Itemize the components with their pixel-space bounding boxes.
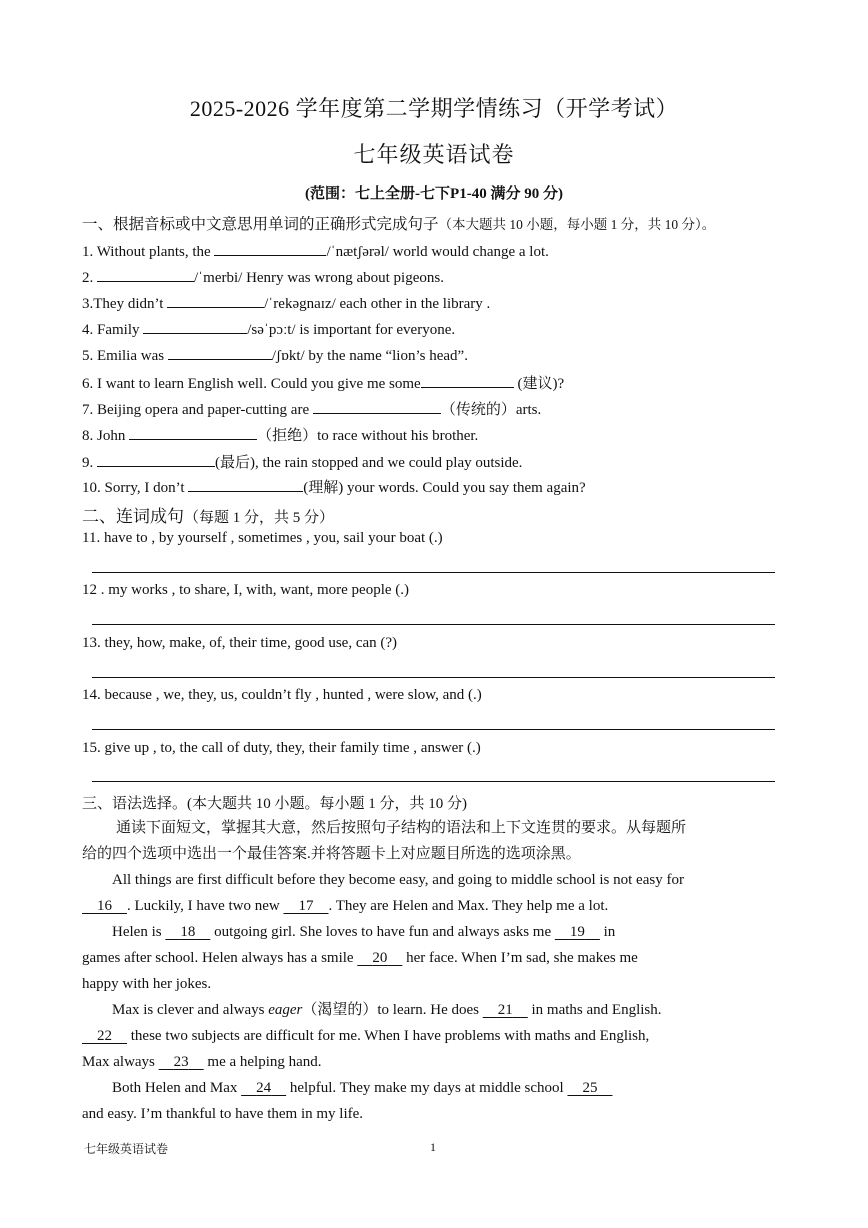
- answer-line[interactable]: [92, 729, 775, 730]
- answer-blank[interactable]: [168, 345, 272, 360]
- question-11: 11. have to , by yourself , sometimes , you, sail your boat (.): [82, 530, 443, 546]
- section2-note: （每题 1 分，共 5 分）: [184, 510, 335, 526]
- q7-pre: 7. Beijing opera and paper-cutting are: [82, 402, 313, 418]
- q3-post: /ˈrekəgnaɪz/ each other in the library .: [264, 296, 491, 312]
- q6-post: (建议)?: [513, 376, 565, 392]
- passage-text: . They are Helen and Max. They help me a lot.: [328, 898, 609, 914]
- q4-post: /səˈpɔːt/ is important for everyone.: [247, 322, 456, 338]
- section3-instructions: [82, 815, 787, 867]
- passage-eager-word: eager: [268, 1002, 303, 1018]
- passage-line: [82, 971, 787, 997]
- answer-blank[interactable]: [129, 425, 257, 440]
- passage-text: outgoing girl. She loves to have fun and always asks me: [210, 924, 555, 940]
- q1-pre: 1. Without plants, the: [82, 244, 215, 260]
- blank-19: 19: [569, 924, 585, 940]
- passage-text: Max is clever and always: [112, 1002, 269, 1018]
- q4-pre: 4. Family: [82, 322, 144, 338]
- q1-post: /ˈnætʃərəl/ world would change a lot.: [326, 244, 549, 260]
- section3-heading: 三、语法选择。(本大题共 10 小题。每小题 1 分，共 10 分): [82, 796, 467, 812]
- section1-note: （本大题共 10 小题，每小题 1 分，共 10 分）。: [438, 217, 716, 232]
- answer-blank[interactable]: [188, 477, 303, 492]
- question-7: [82, 398, 541, 419]
- blank-25: 25: [582, 1080, 598, 1096]
- passage-text: （渴望的）to learn. He does: [302, 1002, 483, 1018]
- q8-post: （拒绝）to race without his brother.: [257, 428, 479, 444]
- section2-heading: [82, 502, 334, 527]
- passage-text: Both Helen and Max: [112, 1080, 242, 1096]
- answer-blank[interactable]: [143, 319, 247, 334]
- q3-pre: 3.They didn’t: [82, 296, 168, 312]
- passage-text: All things are first difficult before they become easy, and going to middle school is not easy for: [112, 872, 684, 888]
- q10-pre: 10. Sorry, I don’t: [82, 480, 189, 496]
- blank-21: 21: [497, 1002, 513, 1018]
- question-6: [82, 372, 564, 393]
- passage-line: [82, 893, 787, 919]
- q9-pre: 9.: [82, 455, 97, 471]
- instruction-line: 给的四个选项中选出一个最佳答案.并将答题卡上对应题目所选的选项涂黑。: [82, 846, 581, 862]
- passage-text: helpful. They make my days at middle school: [286, 1080, 568, 1096]
- section2-title: 二、连词成句: [82, 507, 184, 526]
- passage-text: Max always: [82, 1054, 159, 1070]
- q2-pre: 2.: [82, 270, 97, 286]
- answer-blank[interactable]: [97, 452, 215, 467]
- passage: [82, 867, 787, 1127]
- passage-line: [82, 945, 787, 971]
- answer-line[interactable]: [92, 677, 775, 678]
- question-15: 15. give up , to, the call of duty, they, their family time , answer (.): [82, 740, 481, 756]
- passage-text: Helen is: [112, 924, 166, 940]
- question-3: [82, 293, 490, 313]
- question-13: 13. they, how, make, of, their time, good use, can (?): [82, 635, 398, 651]
- blank-16: 16: [97, 898, 112, 914]
- passage-text: and easy. I’m thankful to have them in my life.: [82, 1106, 364, 1122]
- passage-text: her face. When I’m sad, she makes me: [402, 950, 638, 966]
- answer-line[interactable]: [92, 572, 775, 573]
- passage-text: happy with her jokes.: [82, 976, 212, 992]
- q6-pre: 6. I want to learn English well. Could you give me some: [82, 376, 421, 392]
- blank-20: 20: [372, 950, 388, 966]
- passage-line: [82, 1049, 787, 1075]
- answer-blank[interactable]: [97, 267, 194, 282]
- question-5: [82, 345, 468, 365]
- exam-scope: (范围：七上全册-七下P1-40 满分 90 分): [305, 186, 563, 202]
- blank-17: 17: [298, 898, 314, 914]
- answer-blank[interactable]: [214, 241, 326, 256]
- q5-post: /ʃɒkt/ by the name “lion’s head”.: [271, 348, 468, 364]
- exam-title: 2025-2026 学年度第二学期学情练习（开学考试）: [189, 96, 679, 121]
- question-12: 12 . my works , to share, I, with, want, more people (.): [82, 582, 410, 598]
- q10-post: (理解) your words. Could you say them again?: [303, 480, 586, 496]
- passage-line: [82, 919, 787, 945]
- answer-line[interactable]: [92, 624, 775, 625]
- passage-line: [82, 997, 787, 1023]
- passage-text: in: [599, 924, 616, 940]
- question-8: [82, 424, 478, 445]
- passage-line: [82, 1075, 787, 1101]
- q9-post: (最后), the rain stopped and we could play outside.: [215, 455, 523, 471]
- blank-23: 23: [173, 1054, 189, 1070]
- question-2: [82, 267, 444, 287]
- instruction-line: 通读下面短文，掌握其大意，然后按照句子结构的语法和上下文连贯的要求。从每题所: [116, 820, 687, 836]
- q2-post: /ˈmerbi/ Henry was wrong about pigeons.: [194, 270, 444, 286]
- answer-blank[interactable]: [167, 293, 264, 308]
- q5-pre: 5. Emilia was: [82, 348, 168, 364]
- passage-line: [82, 1023, 787, 1049]
- footer-label: 七年级英语试卷: [84, 1142, 169, 1156]
- blank-22: 22: [97, 1028, 112, 1044]
- blank-24: 24: [256, 1080, 272, 1096]
- q8-pre: 8. John: [82, 428, 130, 444]
- passage-text: these two subjects are difficult for me. When I have problems with maths and English,: [127, 1028, 650, 1044]
- question-9: [82, 451, 522, 472]
- passage-text: games after school. Helen always has a smile: [82, 950, 358, 966]
- passage-line: [82, 867, 787, 893]
- passage-line: [82, 1101, 787, 1127]
- answer-blank[interactable]: [421, 373, 514, 388]
- question-14: 14. because , we, they, us, couldn’t fly , hunted , were slow, and (.): [82, 687, 482, 703]
- question-10: [82, 476, 586, 497]
- passage-text: in maths and English.: [527, 1002, 662, 1018]
- question-1: [82, 241, 549, 261]
- answer-blank[interactable]: [313, 399, 441, 414]
- section1-heading: [82, 212, 715, 234]
- exam-subtitle: 七年级英语试卷: [353, 142, 515, 167]
- answer-line[interactable]: [92, 781, 775, 782]
- passage-text: me a helping hand.: [203, 1054, 322, 1070]
- section1-title: 一、根据音标或中文意思用单词的正确形式完成句子: [82, 216, 439, 233]
- question-4: [82, 319, 455, 339]
- blank-18: 18: [180, 924, 196, 940]
- passage-text: . Luckily, I have two new: [127, 898, 284, 914]
- q7-post: （传统的）arts.: [440, 402, 542, 418]
- page-number: 1: [430, 1140, 436, 1154]
